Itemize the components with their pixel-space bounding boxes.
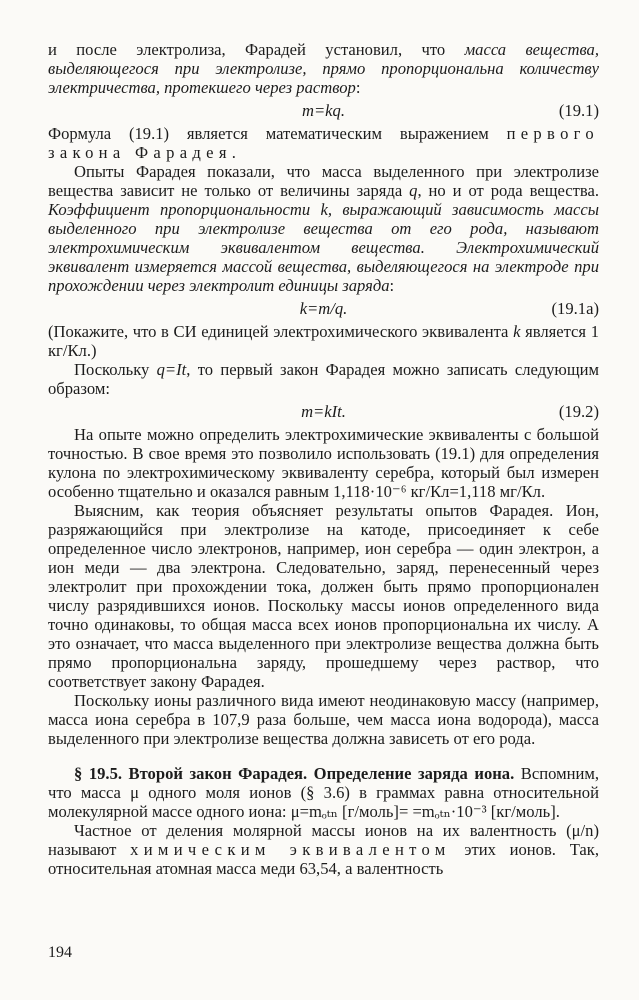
text-run: этих ионов. Так, относительная атомная масса меди 63,54, а валентность: [48, 840, 599, 878]
text-run: , то первый закон Фарадея можно записать следующим образом:: [48, 360, 599, 398]
paragraph-8: Поскольку ионы различного вида имеют неодинаковую массу (например, масса иона серебра в 107,9 раза больше, чем масса иона водорода), масса выделенного при электролизе вещества должна зависеть от его рода.: [48, 691, 599, 748]
text-run: :: [355, 78, 361, 97]
formula-expression: m=kq.: [302, 101, 345, 120]
paragraph-1: [48, 40, 599, 97]
text-run: .: [231, 143, 236, 162]
formula-expression: k=m/q.: [299, 299, 348, 318]
formula-number: (19.1): [558, 101, 599, 120]
formula-number: (19.2): [558, 402, 599, 421]
text-run: Формула (19.1) является математическим выражением: [48, 124, 507, 143]
paragraph-3: [48, 162, 599, 295]
paragraph-2: [48, 124, 599, 162]
text-run: Поскольку: [74, 360, 157, 379]
text-run: Вспомним, что масса μ одного моля ионов (§ 3.6) в граммах равна относительной молекулярной массе одного иона: μ=mₒₜₙ [г/моль]= =mₒₜₙ·10⁻³ [кг/моль].: [48, 764, 599, 821]
text-run: (Покажите, что в СИ единицей электрохимического эквивалента: [48, 322, 514, 341]
paragraph-6: На опыте можно определить электрохимические эквиваленты с большой точностью. В свое время это позволило использовать (19.1) для определения кулона по электрохимическому эквиваленту серебра, который был измерен особенно тщательно и оказался равным 1,118·10⁻⁶ кг/Кл=1,118 мг/Кл.: [48, 425, 599, 501]
text-run: Частное от деления молярной массы ионов на их валентность (μ/n) называют: [48, 821, 599, 859]
text-run: и после электролиза, Фарадей установил, что: [48, 40, 465, 59]
formula-expression: m=kIt.: [301, 402, 346, 421]
text-run: Опыты Фарадея показали, что масса выделенного при электролизе вещества зависит не только от величины заряда: [48, 162, 599, 200]
italic-statement: масса вещества, выделяющегося при электролизе, прямо пропорциональна количеству электричества, протекшего через раствор: [48, 40, 600, 97]
italic-definition: Коэффициент пропорциональности k, выражающий зависимость массы выделенного при электролизе вещества от его рода, называют электрохимическим эквивалентом вещества. Электрохимический эквивалент измеряется массой вещества, выделяющегося на электроде при прохождении через электролит единицы заряда: [48, 200, 599, 295]
spaced-term: первого закона Фарадея: [48, 124, 599, 162]
paragraph-5: [48, 360, 599, 398]
variable: q: [409, 181, 418, 200]
formula-19-1a: [48, 295, 599, 322]
text-run: , но и от рода вещества.: [417, 181, 600, 200]
paragraph-10: [48, 821, 599, 878]
section-19-5: [48, 764, 599, 821]
paragraph-7: Выясним, как теория объясняет результаты опытов Фарадея. Ион, разряжающийся при электролизе на катоде, присоединяет к себе определенное число электронов, например, ион серебра — один электрон, а ион меди — два электрона. Следовательно, заряд, перенесенный через электролит при прохождении тока, должен быть прямо пропорционален числу разрядившихся ионов. Поскольку массы ионов определенного вида точно одинаковы, то общая масса всех ионов пропорциональна их числу. А это означает, что масса выделенного при электролизе вещества должна быть прямо пропорциональна заряду, прошедшему через раствор, что соответствует закону Фарадея.: [48, 501, 599, 691]
text-run: :: [389, 276, 395, 295]
inline-formula: q=It: [156, 360, 187, 379]
formula-19-2: [48, 398, 599, 425]
formula-number: (19.1a): [551, 299, 599, 318]
section-heading: § 19.5. Второй закон Фарадея. Определение заряда иона.: [74, 764, 515, 783]
variable: k: [513, 322, 521, 341]
paragraph-4: [48, 322, 599, 360]
text-run: является 1 кг/Кл.): [48, 322, 599, 360]
formula-19-1: [48, 97, 599, 124]
page-number: 194: [48, 944, 72, 961]
spaced-term: химическим эквивалентом: [130, 840, 451, 859]
